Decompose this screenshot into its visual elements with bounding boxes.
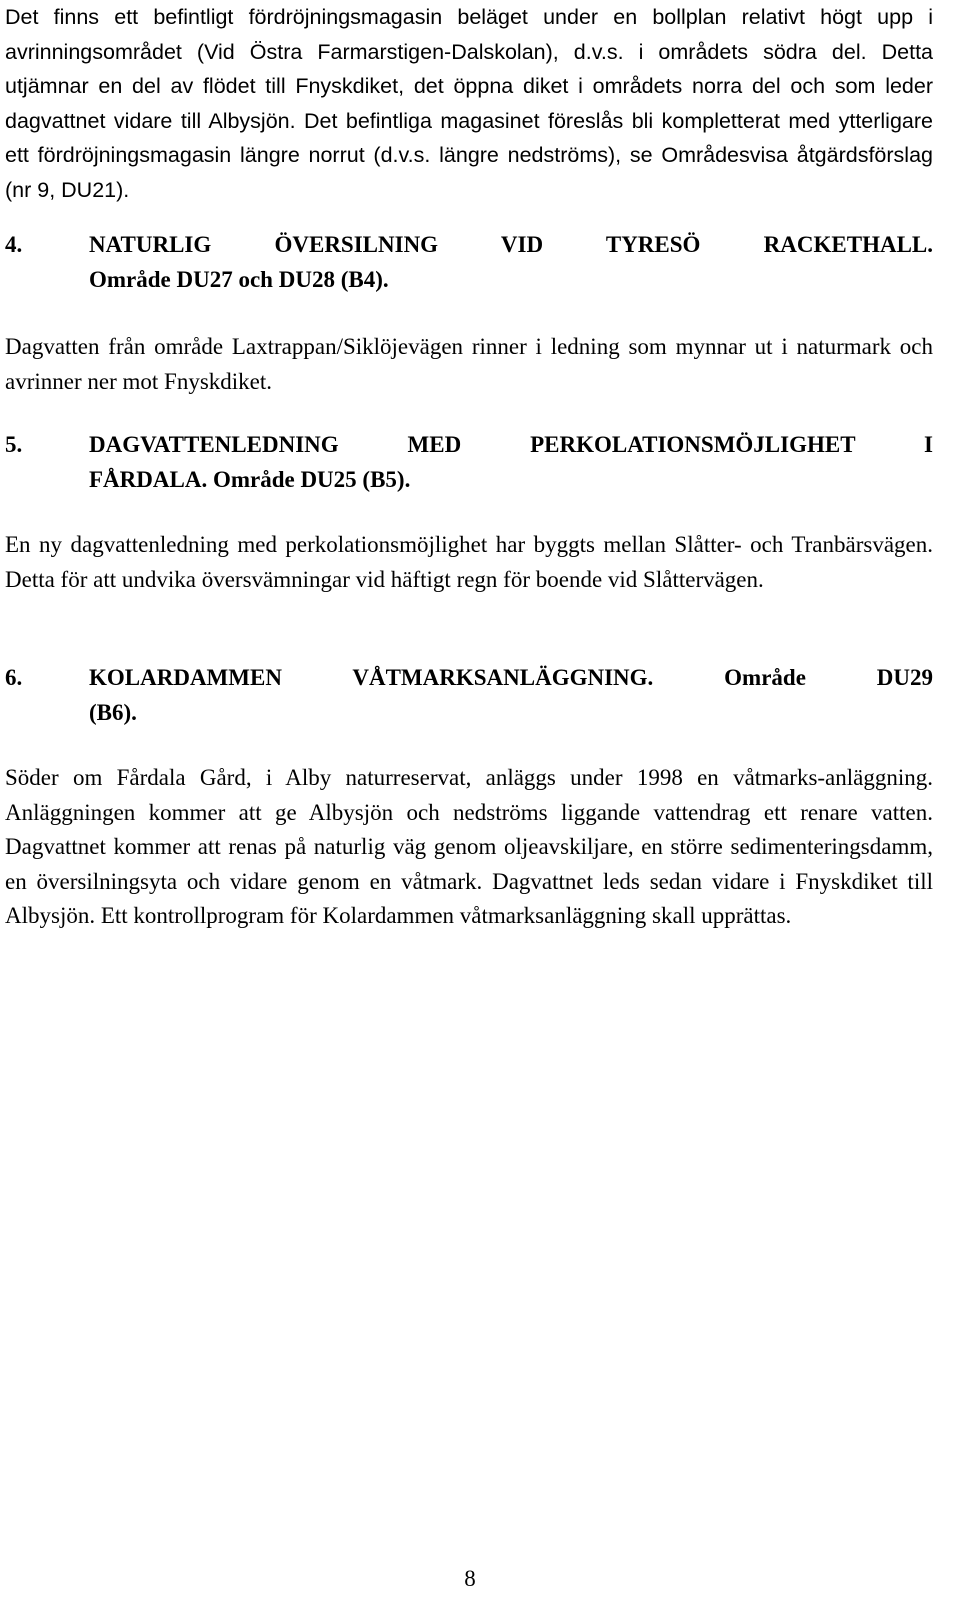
section-4-heading-line1: NATURLIG ÖVERSILNING VID TYRESÖ RACKETHALL. [89,232,933,257]
section-4-heading-line2: Område DU27 och DU28 (B4). [89,266,389,292]
section-5-heading [5,428,933,497]
section-5-heading-line1: DAGVATTENLEDNING MED PERKOLATIONSMÖJLIGHET I [89,432,933,457]
section-4-heading [5,228,933,297]
section-5-heading-line2: FÅRDALA. Område DU25 (B5). [89,466,411,492]
section-4-body: Dagvatten från område Laxtrappan/Siklöjevägen rinner i ledning som mynnar ut i naturmark och avrinner ner mot Fnyskdiket. [5,334,933,394]
section-4-number: 4. [5,232,23,257]
section-5-body: En ny dagvattenledning med perkolationsmöjlighet har byggts mellan Slåtter- och Tranbärsvägen. Detta för att undvika översvämningar vid häftigt regn för boende vid Slåttervägen. [5,532,933,592]
section-5-number: 5. [5,432,23,457]
section-6-heading-line2: (B6). [89,699,137,725]
section-6-heading [5,661,933,730]
intro-paragraph: Det finns ett befintligt fördröjningsmagasin beläget under en bollplan relativt högt upp i avrinningsområdet (Vid Östra Farmarstigen-Dalskolan), d.v.s. i områdets södra del. Detta utjämnar en del av flödet till Fnyskdiket, det öppna diket i områdets norra del och som leder dagvattnet vidare till Albysjön. Det befintliga magasinet föreslås bli kompletterat med ytterligare ett fördröjningsmagasin längre norrut (d.v.s. längre nedströms), se Områdesvisa åtgärdsförslag (nr 9, DU21). [5,5,933,202]
section-6-heading-line1: KOLARDAMMEN VÅTMARKSANLÄGGNING. Område DU29 [89,665,933,690]
section-6-body: Söder om Fårdala Gård, i Alby naturreservat, anläggs under 1998 en våtmarks-anläggning. Anläggningen kommer att ge Albysjön och nedströms liggande vattendrag ett renare vatten. Dagvattnet kommer att renas på naturlig väg genom oljeavskiljare, en större sedimenteringsdamm, en översilningsyta och vidare genom en våtmark. Dagvattnet leds sedan vidare i Fnyskdiket till Albysjön. Ett kontrollprogram för Kolardammen våtmarksanläggning skall upprättas. [5,765,933,928]
section-6-number: 6. [5,665,23,690]
page-number: 8 [464,1566,476,1591]
